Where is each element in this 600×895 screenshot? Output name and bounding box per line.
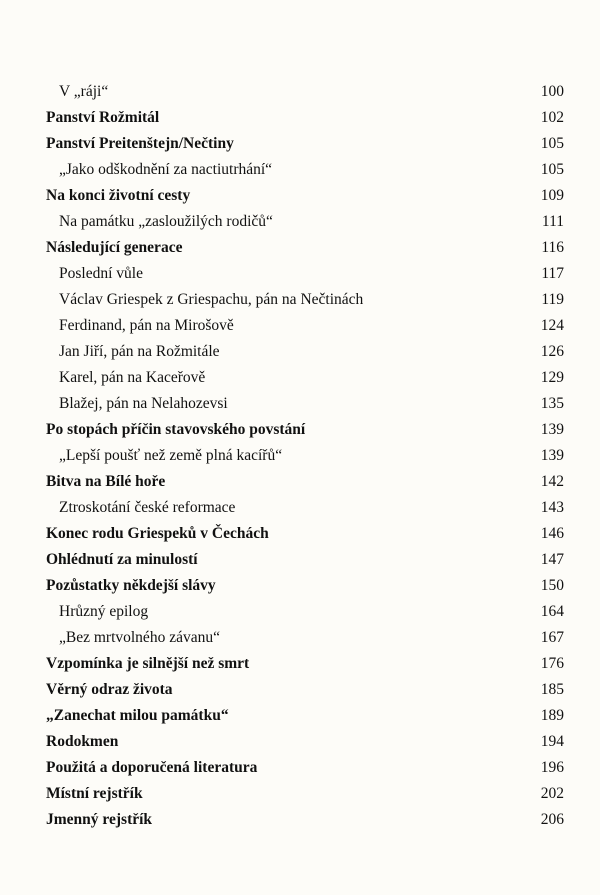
toc-chapter [0,678,600,702]
toc-subchapter [0,600,600,624]
toc-entry-title: „Bez mrtvolného závanu“ [59,629,220,646]
toc-page-number: 196 [540,759,564,776]
toc-page-number: 164 [540,603,564,620]
toc-entry-title: Použitá a doporučená literatura [46,759,258,776]
toc-page-number: 126 [540,343,564,360]
toc-entry-title: Ohlédnutí za minulostí [46,551,198,568]
toc-chapter [0,418,600,442]
toc-entry-title: Věrný odraz života [46,681,173,698]
toc-page-number: 100 [540,83,564,100]
toc-entry-title: Vzpomínka je silnější než smrt [46,655,250,672]
toc-chapter [0,808,600,832]
toc-chapter [0,730,600,754]
toc-page-number: 167 [540,629,564,646]
toc-subchapter [0,626,600,650]
toc-page-number: 111 [541,213,564,230]
toc-chapter [0,704,600,728]
toc-entry-title: Karel, pán na Kaceřově [59,369,206,386]
toc-entry-title: Místní rejstřík [46,785,143,802]
toc-page-number: 117 [541,265,564,282]
toc-page-number: 119 [541,291,564,308]
toc-page-number: 135 [540,395,564,412]
toc-chapter [0,756,600,780]
toc-chapter [0,106,600,130]
toc-subchapter [0,340,600,364]
toc-entry-title: Jan Jiří, pán na Rožmitále [59,343,220,360]
toc-entry-title: Následující generace [46,239,183,256]
toc-chapter [0,574,600,598]
toc-page-number: 102 [540,109,564,126]
toc-chapter [0,470,600,494]
toc-chapter [0,132,600,156]
toc-subchapter [0,158,600,182]
toc-page-number: 189 [540,707,564,724]
toc-page-number: 146 [540,525,564,542]
toc-page-number: 139 [540,447,564,464]
toc-page-number: 129 [540,369,564,386]
toc-entry-title: Ztroskotání české reformace [59,499,236,516]
toc-page-number: 150 [540,577,564,594]
toc-subchapter [0,80,600,104]
toc-chapter [0,548,600,572]
toc-subchapter [0,210,600,234]
toc-entry-title: Pozůstatky někdejší slávy [46,577,216,594]
toc-page-number: 185 [540,681,564,698]
toc-page-number: 176 [540,655,564,672]
toc-entry-title: Hrůzný epilog [59,603,149,620]
toc-entry-title: V „ráji“ [59,83,109,100]
toc-chapter [0,236,600,260]
toc-chapter [0,184,600,208]
toc-subchapter [0,288,600,312]
toc-entry-title: Panství Rožmitál [46,109,160,126]
toc-subchapter [0,366,600,390]
toc-entry-title: Na konci životní cesty [46,187,191,204]
toc-subchapter [0,392,600,416]
toc-entry-title: Bitva na Bílé hoře [46,473,166,490]
toc-page-number: 139 [540,421,564,438]
toc-entry-title: Blažej, pán na Nelahozevsi [59,395,228,412]
toc-page-number: 105 [540,135,564,152]
toc-page-number: 109 [540,187,564,204]
toc-entry-title: Jmenný rejstřík [46,811,153,828]
toc-chapter [0,652,600,676]
toc-subchapter [0,496,600,520]
toc-page-number: 124 [540,317,564,334]
toc-page-number: 202 [540,785,564,802]
toc-page-number: 105 [540,161,564,178]
toc-page-number: 206 [540,811,564,828]
toc-subchapter [0,444,600,468]
toc-page-number: 116 [541,239,564,256]
toc-entry-title: Konec rodu Griespeků v Čechách [46,525,269,542]
toc-page-number: 142 [540,473,564,490]
toc-entry-title: Rodokmen [46,733,119,750]
toc-entry-title: „Zanechat milou památku“ [46,707,229,724]
toc-entry-title: Panství Preitenštejn/Nečtiny [46,135,234,152]
toc-entry-title: Václav Griespek z Griespachu, pán na Nečtinách [59,291,364,308]
toc-chapter [0,782,600,806]
toc-subchapter [0,262,600,286]
toc-entry-title: Po stopách příčin stavovského povstání [46,421,306,438]
toc-entry-title: Na památku „zasloužilých rodičů“ [59,213,273,230]
toc-chapter [0,522,600,546]
toc-subchapter [0,314,600,338]
toc-entry-title: „Lepší poušť než země plná kacířů“ [59,447,283,464]
toc-page-number: 147 [540,551,564,568]
toc-page-number: 143 [540,499,564,516]
toc-page-number: 194 [540,733,564,750]
toc-entry-title: „Jako odškodnění za nactiutrhání“ [59,161,273,178]
toc-entry-title: Ferdinand, pán na Mirošově [59,317,234,334]
toc-entry-title: Poslední vůle [59,265,143,282]
